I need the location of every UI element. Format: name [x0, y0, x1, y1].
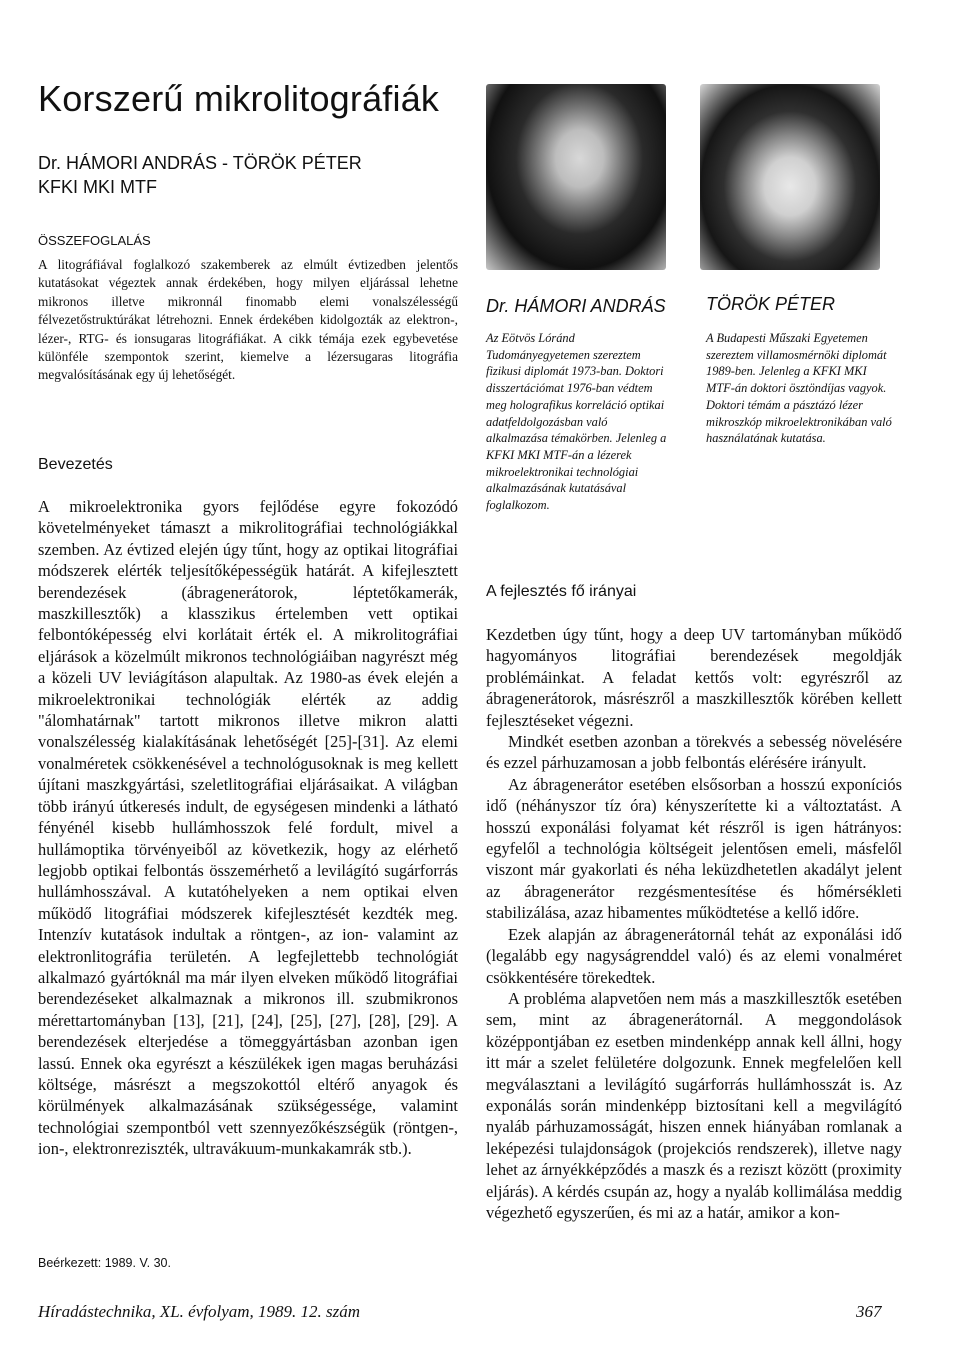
section-heading: A fejlesztés fő irányai [486, 583, 637, 600]
intro-body [38, 496, 458, 1160]
author1-bio: Az Eötvös Lóránd Tudományegyetemen szereztem fizikusi diplomát 1973-ban. Doktori disszertációmat 1976-ban védtem meg holografikus korreláció optikai adatfeldolgozásban való alkalmazása témakörben. Jelenleg a KFKI MKI MTF-án a lézerek mikroelektronikai technológiai alkalmazásának kutatásával foglalkozom. [486, 331, 667, 513]
summary-text: A litográfiával foglalkozó szakemberek az elmúlt évtizedben jelentős kutatásokat végeztek annak érdekében, hogy milyen eljárással lehetne mikronos illetve mikronnál finomabb elemi vonalszélességű félvezetőstruktúrákat létrehozni. Ennek érdekében kidolgozták az elektron-, lézer-, RTG- és ionsugaras litográfiákat. A cikk témája ezek egybevetése különféle szempontok szerint, kiemelve a lézersugaras litográfia megvalósításának egy új lehetőségét. [38, 257, 458, 383]
page-number: 367 [856, 1302, 882, 1321]
article-title: Korszerű mikrolitográfiák [38, 78, 440, 119]
author2-photo [700, 84, 880, 270]
author1-name: Dr. HÁMORI ANDRÁS [486, 296, 666, 316]
author1-photo [486, 84, 666, 270]
journal-footer: Híradástechnika, XL. évfolyam, 1989. 12. szám [38, 1302, 361, 1321]
author2-bio: A Budapesti Műszaki Egyetemen szereztem villamosmérnöki diplomát 1989-ben. Jelenleg a KFKI MKI MTF-án doktori ösztöndíjas vagyok. Doktori témám a pásztázó lézer mikroszkóp mikroelektronikában való használatának kutatása. [706, 331, 892, 446]
summary-heading: ÖSSZEFOGLALÁS [38, 233, 151, 248]
received-date: Beérkezett: 1989. V. 30. [38, 1256, 171, 1270]
paragraph: Kezdetben úgy tűnt, hogy a deep UV tartományban működő hagyományos litográfiai berendezések megoldják problémáinkat. A feladat kettős volt: egyrészről az ábragenerátorok, másrészről a maszkillesztők körében kellett fejlesztéseket végezni. [486, 625, 902, 730]
author-names: Dr. HÁMORI ANDRÁS - TÖRÖK PÉTER [38, 153, 362, 173]
paragraph: A probléma alapvetően nem más a maszkillesztők esetében sem, mint az ábragenerátornál. A meggondolások középpontjában ez esetben mindenképp annak kell állni, hogy itt már a szelet felületére dolgozunk. Ennek megfelelően kell megválasztani a levilágító sugárforrás hullámhosszát is. Az exponálás során mindenképp biztosítani kell a megvilágító nyaláb párhuzamosságát, hiszen ennek hiányában romlanak a leképezési tulajdonságok (projekciós rendszerek), illetve nagy lehet az árnyékképződés a maszk és a reziszt között (proximity eljárás). A kérdés csupán az, hogy a nyaláb kollimálása meddig végezhető egyszerűen, és mi az a határ, amikor a kon- [486, 988, 902, 1222]
paragraph: Ezek alapján az ábragenerátornál tehát az exponálási idő (legalább egy nagyságrenddel való) és az elemi vonalméret csökkentésére törekedtek. [486, 924, 902, 987]
author-affiliation: KFKI MKI MTF [38, 177, 157, 197]
paragraph: Mindkét esetben azonban a törekvés a sebesség növelésére és ezzel párhuzamosan a jobb felbontás elérésére irányult. [486, 732, 902, 773]
paragraph: Az ábragenerátor esetében elsősorban a hosszú exponíciós idő (néhányszor tíz óra) kényszerítette ki a változtatást. A hosszú exponálási folyamat két részről is igen hátrányos: egyfelől a technológia költségeit jelentősen emeli, másfelől viszont már gyakorlati és néha leküzdhetetlen akadályt jelent az ábragenerátor rezgésmentesítése és hőmérsékleti stabilizálása, azaz hibamentes működtetése a kellő időre. [486, 774, 902, 923]
intro-paragraph: A mikroelektronika gyors fejlődése egyre fokozódó követelményeket támaszt a mikrolitográfiai technológiákkal szemben. Az évtized elején úgy tűnt, hogy az optikai litográfiai módszerek elérték teljesítőképességük határát. A kifejlesztett berendezések (ábragenerátorok, léptetőkamerák, maszkillesztők) a klasszikus értelemben vett optikai felbontóképesség elvi korlátait érték el. A mikrolitográfiai eljárások a közelmúlt mikronos technológiáiban nagyrészt még a közeli UV leviágításon alapultak. Az 1980-as évek elején a mikroelektronikai technológiák elérték az addig "álomhatárnak" tartott mikronos illetve mikron alatti vonalszélesség kialakításának lehetőségét [25]-[31]. Az elemi vonalméretek csökkenésével a technológusoknak is meg kellett újítani maszkgyártási, szeletlitográfiai eljárásaikat. A világban több irányú útkeresés indult, de egységesen mindenki a látható fényénél kisebb hullámhosszok felé fordult, mivel a hullámoptika törvényeiből az következik, hogy az elérhető legjobb optikai felbontás összemérhető a levilágító sugárforrás hullámhosszával. A kutatóhelyeken a nem optikai elven működő litográfiai módszerek kifejlesztését kezdték meg. Intenzív kutatások indultak a röntgen-, az ion- valamint az elektronlitográfia területén. A legfejlettebb technológiát alkalmazó gyártóknál ma már ilyen elveken működő litográfiai berendezéseket alkalmaznak a mikronos ill. szubmikronos mérettartományban [13], [21], [24], [25], [27], [28], [29]. A berendezések elterjedése a tömeggyártásban azonban igen lassú. Ennek oka egyrészt a készülékek igen magas beruházási költsége, másrészt a megszokottól eltérő anyagok és körülmények alkalmazásának szükségessége, valamint technológiai szempontból vett szennyezőkészségük (röntgen-, ion-, elektronreziszték, ultravákuum-munkakamrák stb.). [38, 497, 458, 1159]
right-column-body [486, 624, 902, 1223]
intro-heading: Bevezetés [38, 456, 113, 473]
author2-name: TÖRÖK PÉTER [706, 294, 836, 314]
author-block [38, 151, 362, 199]
